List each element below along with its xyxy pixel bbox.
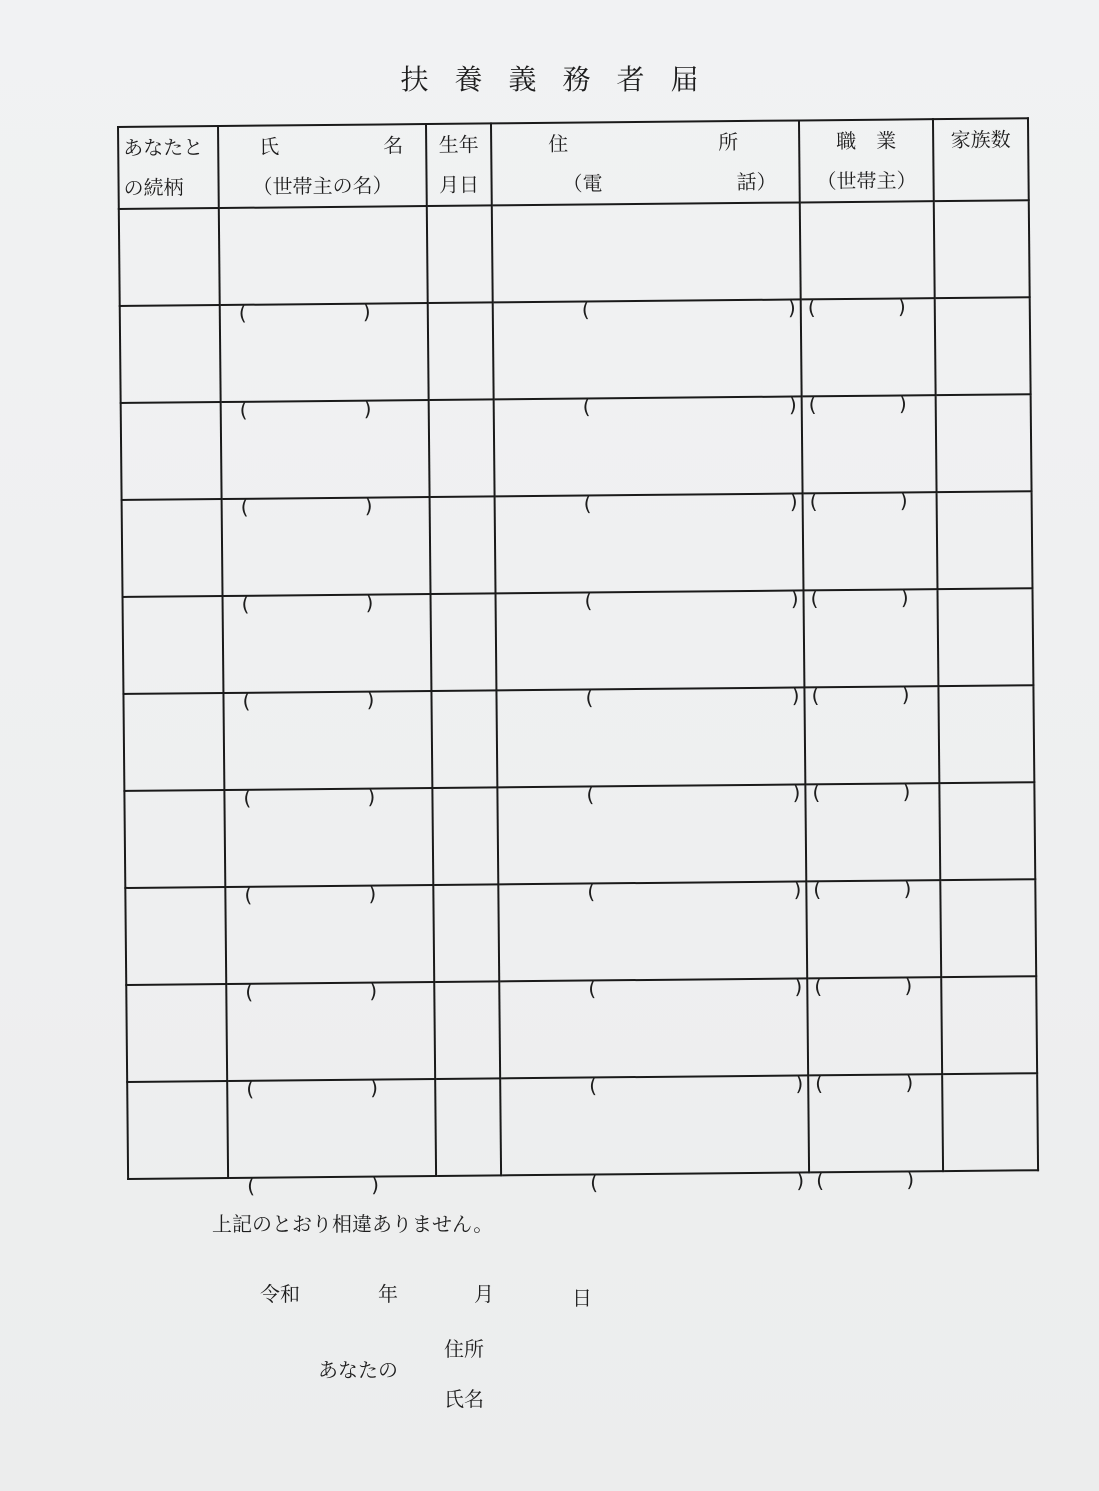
paren-close: ) [368, 881, 377, 906]
header-birth-line2: 月日 [438, 172, 480, 197]
birth-cell[interactable] [427, 205, 493, 303]
birth-cell[interactable] [434, 981, 500, 1079]
paren-open: ( [583, 491, 592, 516]
signature-name-label: 氏名 [444, 1387, 484, 1411]
job-cell[interactable] [802, 392, 937, 514]
paren-close: ) [900, 585, 909, 610]
paren-close: ) [897, 294, 906, 319]
header-relation-line1: あなたと [123, 135, 204, 160]
header-relation-line2: の続柄 [123, 175, 184, 200]
relation-cell[interactable] [120, 305, 221, 403]
date-day: 日 [572, 1286, 592, 1310]
paren-close: ) [904, 973, 913, 998]
paren-close: ) [899, 488, 908, 513]
date-era: 令和 [260, 1282, 300, 1306]
parenthesis-field [222, 396, 428, 422]
relation-cell[interactable] [125, 887, 226, 985]
family-count-cell[interactable] [940, 879, 1036, 977]
paren-open: ( [239, 397, 248, 422]
header-job-line2: （世帯主） [816, 168, 917, 194]
paren-close: ) [362, 299, 371, 324]
parenthesis-field [221, 299, 427, 325]
paren-close: ) [902, 779, 911, 804]
paren-open: ( [811, 683, 820, 708]
paren-close: ) [796, 1168, 805, 1193]
birth-cell[interactable] [429, 399, 495, 497]
address-cell[interactable] [495, 493, 804, 613]
family-count-cell[interactable] [936, 394, 1032, 492]
relation-cell[interactable] [121, 402, 222, 500]
birth-cell[interactable] [430, 496, 496, 594]
parenthesis-field [803, 391, 935, 417]
paren-close: ) [791, 683, 800, 708]
family-count-cell[interactable] [938, 685, 1034, 783]
header-family-label: 家族数 [950, 127, 1011, 152]
header-birth [426, 123, 492, 206]
job-cell[interactable] [806, 877, 941, 999]
job-cell[interactable] [800, 201, 935, 320]
paren-close: ) [793, 877, 802, 902]
table-row [123, 685, 1034, 791]
name-cell[interactable] [227, 1075, 436, 1198]
family-count-cell[interactable] [934, 200, 1030, 298]
paren-close: ) [364, 493, 373, 518]
paren-close: ) [788, 392, 797, 417]
header-address-b: 所 [718, 130, 739, 155]
paren-close: ) [789, 489, 798, 514]
name-cell[interactable] [222, 493, 431, 616]
birth-cell[interactable] [431, 690, 497, 788]
table-row [123, 588, 1034, 694]
parenthesis-field [805, 682, 937, 708]
paren-open: ( [244, 882, 253, 907]
paren-close: ) [901, 682, 910, 707]
paren-close: ) [367, 784, 376, 809]
address-cell[interactable] [500, 1075, 809, 1195]
paren-open: ( [245, 979, 254, 1004]
dependents-table [117, 117, 1039, 1198]
address-cell[interactable] [496, 687, 805, 807]
job-cell[interactable] [804, 683, 939, 805]
document-title: 扶養義務者届 [400, 63, 725, 96]
name-cell[interactable] [221, 396, 430, 519]
paren-open: ( [812, 780, 821, 805]
relation-cell[interactable] [127, 1081, 228, 1179]
paren-open: ( [808, 392, 817, 417]
job-cell[interactable] [805, 780, 940, 902]
paren-open: ( [590, 1170, 599, 1195]
signature-address-label: 住所 [444, 1337, 484, 1361]
table-row [119, 200, 1030, 306]
table-row [122, 491, 1033, 597]
job-cell[interactable] [807, 974, 942, 1096]
paren-open: ( [240, 494, 249, 519]
parenthesis-field [223, 493, 429, 519]
paren-open: ( [814, 974, 823, 999]
paren-open: ( [810, 586, 819, 611]
birth-cell[interactable] [432, 787, 498, 885]
parenthesis-field [227, 978, 433, 1004]
header-name-a: 氏 [259, 134, 280, 159]
address-cell[interactable] [499, 978, 808, 1098]
relation-cell[interactable] [119, 208, 220, 306]
job-cell[interactable] [808, 1071, 943, 1193]
paren-close: ) [369, 978, 378, 1003]
header-name [218, 124, 427, 208]
paren-open: ( [809, 489, 818, 514]
parenthesis-field [810, 1167, 942, 1193]
parenthesis-field [804, 488, 936, 514]
paren-close: ) [898, 391, 907, 416]
relation-cell[interactable] [126, 984, 227, 1082]
paren-open: ( [584, 588, 593, 613]
parenthesis-field [225, 784, 431, 810]
paren-open: ( [241, 591, 250, 616]
family-count-cell[interactable] [939, 782, 1035, 880]
address-cell[interactable] [498, 881, 807, 1001]
paren-open: ( [246, 1076, 255, 1101]
paren-close: ) [363, 396, 372, 421]
paren-close: ) [795, 1071, 804, 1096]
address-cell[interactable] [494, 396, 803, 516]
birth-cell[interactable] [431, 593, 497, 691]
job-cell[interactable] [801, 295, 936, 417]
table-row [124, 782, 1035, 888]
paren-open: ( [585, 685, 594, 710]
name-cell[interactable] [226, 978, 435, 1101]
paren-open: ( [238, 300, 247, 325]
address-cell[interactable] [496, 590, 805, 710]
paren-open: ( [807, 295, 816, 320]
table-row [120, 297, 1031, 403]
table-row [121, 394, 1032, 500]
header-name-b: 名 [383, 133, 404, 158]
paren-open: ( [581, 297, 590, 322]
date-year: 年 [378, 1282, 398, 1306]
family-count-cell[interactable] [942, 1073, 1038, 1171]
paren-close: ) [366, 687, 375, 712]
paren-close: ) [794, 974, 803, 999]
relation-cell[interactable] [124, 790, 225, 888]
name-cell[interactable] [225, 881, 434, 1004]
family-count-cell[interactable] [937, 491, 1033, 589]
table-row [126, 976, 1037, 1082]
paren-open: ( [243, 785, 252, 810]
birth-cell[interactable] [428, 302, 494, 400]
paren-close: ) [371, 1172, 380, 1197]
address-cell[interactable] [497, 784, 806, 904]
parenthesis-field [809, 1070, 941, 1096]
paren-close: ) [787, 295, 796, 320]
paren-open: ( [815, 1071, 824, 1096]
parenthesis-field [223, 590, 429, 616]
relation-cell[interactable] [122, 499, 223, 597]
paren-open: ( [242, 688, 251, 713]
parenthesis-field [807, 876, 939, 902]
paren-open: ( [816, 1168, 825, 1193]
paren-open: ( [587, 879, 596, 904]
paren-open: ( [247, 1173, 256, 1198]
paren-close: ) [370, 1075, 379, 1100]
header-phone-a: （電 [562, 171, 603, 196]
name-cell[interactable] [223, 590, 432, 713]
header-name-line2: （世帯主の名） [252, 173, 393, 199]
parenthesis-field [228, 1075, 434, 1101]
paren-close: ) [365, 590, 374, 615]
parenthesis-field [229, 1172, 435, 1198]
paren-open: ( [586, 782, 595, 807]
paren-open: ( [588, 976, 597, 1001]
paren-close: ) [906, 1167, 915, 1192]
address-cell[interactable] [492, 202, 801, 322]
family-count-cell[interactable] [935, 297, 1031, 395]
header-address-a: 住 [548, 131, 569, 156]
header-birth-line1: 生年 [438, 132, 479, 157]
header-relation [118, 126, 219, 209]
table-row [125, 879, 1036, 985]
header-family [933, 118, 1029, 201]
parenthesis-field [804, 585, 936, 611]
declaration-text: 上記のとおり相違ありません。 [212, 1212, 494, 1236]
header-job-line1: 職 業 [836, 128, 897, 154]
family-count-cell[interactable] [941, 976, 1037, 1074]
signature-yours: あなたの [318, 1358, 398, 1382]
job-cell[interactable] [803, 586, 938, 708]
header-address [491, 120, 800, 205]
name-cell[interactable] [224, 784, 433, 907]
paren-close: ) [790, 586, 799, 611]
parenthesis-field [808, 973, 940, 999]
job-cell[interactable] [803, 489, 938, 611]
birth-cell[interactable] [435, 1078, 501, 1176]
name-cell[interactable] [219, 206, 428, 325]
relation-cell[interactable] [123, 596, 224, 694]
birth-cell[interactable] [433, 884, 499, 982]
paren-close: ) [905, 1070, 914, 1095]
parenthesis-field [802, 294, 934, 320]
paren-open: ( [582, 394, 591, 419]
parenthesis-field [502, 1168, 808, 1195]
paren-close: ) [903, 876, 912, 901]
name-cell[interactable] [220, 299, 429, 422]
parenthesis-field [806, 779, 938, 805]
header-job [799, 119, 934, 202]
table-header-row [118, 118, 1029, 209]
relation-cell[interactable] [123, 693, 224, 791]
table-row [127, 1073, 1038, 1179]
date-month: 月 [474, 1282, 494, 1306]
header-phone-b: 話） [736, 169, 777, 195]
parenthesis-field [224, 687, 430, 713]
parenthesis-field [226, 881, 432, 907]
family-count-cell[interactable] [937, 588, 1033, 686]
name-cell[interactable] [223, 687, 432, 810]
address-cell[interactable] [493, 299, 802, 419]
paren-open: ( [589, 1073, 598, 1098]
paren-close: ) [792, 780, 801, 805]
paren-open: ( [813, 877, 822, 902]
